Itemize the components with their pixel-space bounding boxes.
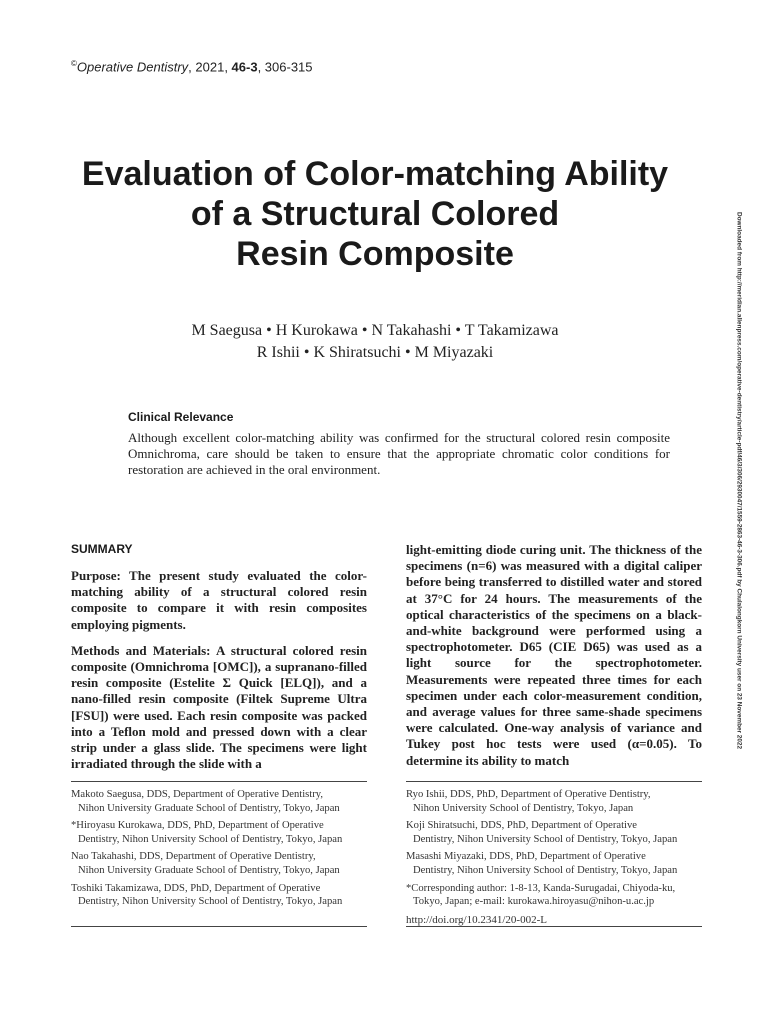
affiliation-line: Ryo Ishii, DDS, PhD, Department of Operative Dentistry,: [406, 789, 651, 800]
affiliation-rule-top-left: [71, 781, 367, 782]
summary-heading: SUMMARY: [71, 542, 133, 556]
doi-link[interactable]: http://doi.org/10.2341/20-002-L: [406, 913, 547, 926]
affiliation-entry: [71, 819, 367, 846]
affiliation-line: Dentistry, Nihon University School of Dentistry, Tokyo, Japan: [413, 833, 678, 845]
summary-purpose: Purpose: The present study evaluated the color-matching ability of a structural colored resin composite to compare it with resin composites employing pigments.: [71, 568, 367, 632]
authors-line-2: R Ishii • K Shiratsuchi • M Miyazaki: [256, 344, 494, 361]
right-column: [406, 542, 702, 779]
article-title: [40, 154, 710, 274]
affiliation-entry: [71, 882, 367, 909]
affiliation-entry: [406, 788, 702, 815]
citation-issue: 46-3: [231, 59, 258, 75]
citation-year: , 2021,: [188, 59, 232, 75]
affiliation-rule-top-right: [406, 781, 702, 782]
affiliation-entry: [406, 819, 702, 846]
affiliation-entry: [406, 850, 702, 877]
corresponding-author-entry: [406, 882, 702, 909]
affiliation-line: Koji Shiratsuchi, DDS, PhD, Department of Operative: [406, 820, 637, 832]
summary-methods-continued: light-emitting diode curing unit. The thickness of the specimens (n=6) was measured with a digital caliper before being transferred to distilled water and stored at 37°C for 24 hours. The measurements of the optical characteristics of the specimens on a black-and-white background were performed using a spectrophotometer. D65 (CIE D65) was used as a light source for the spectrophotometer. Measurements were repeated three times for each specimen under each color-measurement condition, and average values for three same-shade specimens were calculated. One-way analysis of variance and Tukey post hoc tests were used (α=0.05). To determine its ability to match: [406, 542, 702, 768]
affiliation-line: Dentistry, Nihon University School of Dentistry, Tokyo, Japan: [413, 864, 678, 876]
affiliation-rule-bottom-right: [406, 926, 702, 927]
affiliation-line: Makoto Saegusa, DDS, Department of Operative Dentistry,: [71, 789, 324, 800]
affiliation-line: *Corresponding author: 1-8-13, Kanda-Surugadai, Chiyoda-ku,: [406, 882, 676, 894]
title-line-2: of a Structural Colored: [190, 195, 560, 233]
author-list: [60, 320, 690, 364]
citation-line: [71, 59, 313, 74]
affiliation-entry: [71, 850, 367, 877]
affiliation-line: Tokyo, Japan; e-mail: kurokawa.hiroyasu@nihon-u.ac.jp: [413, 896, 655, 908]
affiliation-line: Dentistry, Nihon University School of Dentistry, Tokyo, Japan: [78, 896, 343, 908]
affiliation-rule-bottom-left: [71, 926, 367, 927]
title-line-1: Evaluation of Color-matching Ability: [81, 155, 669, 193]
affiliation-entry: [71, 788, 367, 815]
clinical-relevance-box: [128, 410, 670, 478]
affiliation-line: Toshiki Takamizawa, DDS, PhD, Department of Operative: [71, 882, 321, 894]
download-notice-sidebar: [733, 212, 745, 832]
authors-line-1: M Saegusa • H Kurokawa • N Takahashi • T Takamizawa: [191, 322, 559, 339]
affiliations-right: [406, 788, 702, 927]
copyright-symbol: ©: [71, 59, 77, 68]
title-line-3: Resin Composite: [236, 235, 514, 273]
citation-pages: , 306-315: [257, 59, 313, 75]
journal-name: Operative Dentistry: [76, 59, 189, 75]
summary-methods: Methods and Materials: A structural colored resin composite (Omnichroma [OMC]), a supranano-filled resin composite (Estelite Σ Quick [ELQ]), and a nano-filled resin composite (Filtek Supreme Ultra [FSU]) were used. Each resin composite was packed into a Teflon mold and pressed down with a clear strip under a glass slide. The specimens were light irradiated through the slide with a: [71, 642, 367, 772]
left-column: [71, 542, 367, 782]
affiliation-line: Masashi Miyazaki, DDS, PhD, Department of Operative: [406, 851, 646, 863]
affiliation-line: *Hiroyasu Kurokawa, DDS, PhD, Department of Operative: [71, 820, 324, 832]
affiliation-line: Nihon University Graduate School of Dentistry, Tokyo, Japan: [78, 864, 340, 876]
affiliations-left: [71, 788, 367, 913]
download-notice-text: Downloaded from http://meridian.allenpress.com/operative-dentistry/article-pdf/46/3/306/2930047/1559-2863-46-3-306.pdf by Chulalongkorn University user on 23 November 2022: [735, 212, 743, 750]
clinical-relevance-text: Although excellent color-matching ability was confirmed for the structural colored resin composite Omnichroma, care should be taken to ensure that the appropriate chromatic color conditions for restoration are achieved in the oral environment.: [128, 430, 670, 477]
affiliation-line: Dentistry, Nihon University School of Dentistry, Tokyo, Japan: [78, 833, 343, 845]
affiliation-line: Nihon University School of Dentistry, Tokyo, Japan: [413, 802, 634, 814]
clinical-relevance-heading: Clinical Relevance: [128, 410, 234, 424]
affiliation-line: Nihon University Graduate School of Dentistry, Tokyo, Japan: [78, 802, 340, 814]
affiliation-line: Nao Takahashi, DDS, Department of Operative Dentistry,: [71, 851, 316, 863]
